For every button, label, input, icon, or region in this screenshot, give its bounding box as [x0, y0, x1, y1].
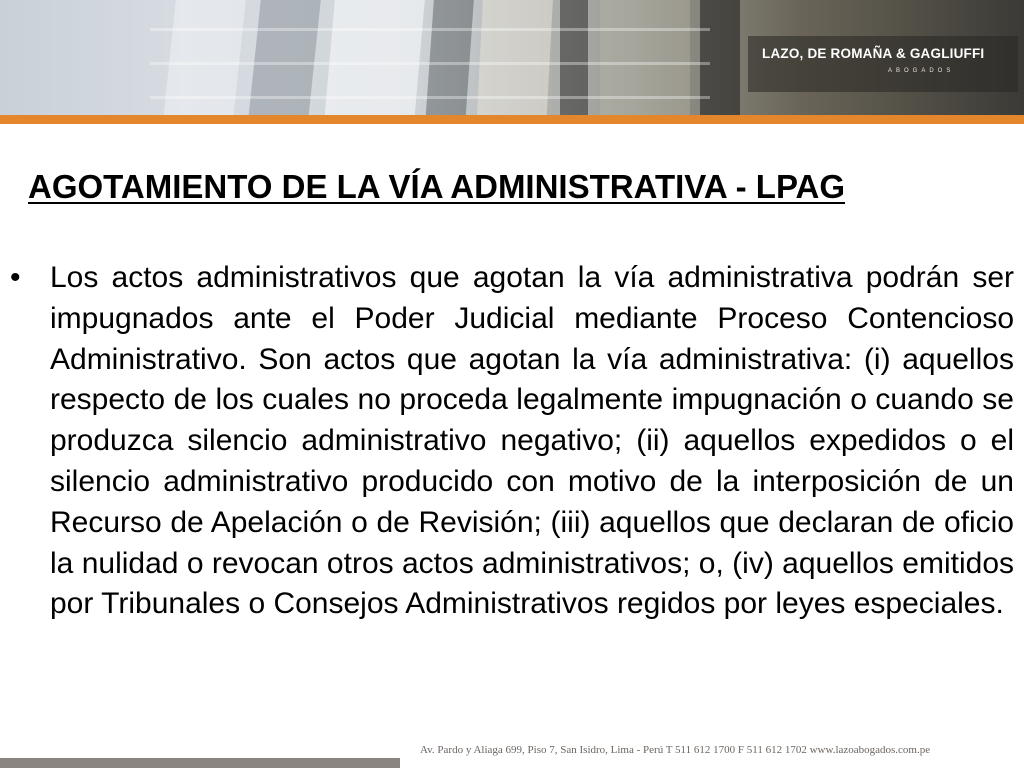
building-floor-line [150, 62, 710, 65]
firm-logo [748, 36, 1018, 92]
building-floor-line [150, 28, 710, 31]
firm-subtitle: ABOGADOS [888, 68, 955, 74]
bullet-list [10, 258, 1014, 625]
slide-title: AGOTAMIENTO DE LA VÍA ADMINISTRATIVA - LPAG [28, 168, 846, 205]
bullet-item [10, 258, 1014, 625]
header-banner [0, 0, 1024, 115]
footer-contact: Av. Pardo y Aliaga 699, Piso 7, San Isidro, Lima - Perú T 511 612 1700 F 511 612 1702 www.lazoabogados.com.pe [420, 744, 931, 756]
bullet-icon: • [10, 261, 21, 294]
firm-name: LAZO, DE ROMAÑA & GAGLIUFFI [762, 46, 985, 61]
accent-bar [0, 115, 1024, 124]
building-floor-line [150, 96, 710, 99]
footer-accent [0, 758, 400, 768]
bullet-text: Los actos administrativos que agotan la vía administrativa podrán ser impugnados ante el Poder Judicial mediante Proceso Contencioso Administrativo. Son actos que agotan la vía administrativa: (i) aquellos respecto de los cuales no proceda legalmente impugnación o cuando se produzca silencio administrativo negativo; (ii) aquellos expedidos o el silencio administrativo producido con motivo de la interposición de un Recurso de Apelación o de Revisión; (iii) aquellos que declaran de oficio la nulidad o revocan otros actos administrativos; o, (iv) aquellos emitidos por Tribunales o Consejos Administrativos regidos por leyes especiales. [50, 261, 1014, 621]
